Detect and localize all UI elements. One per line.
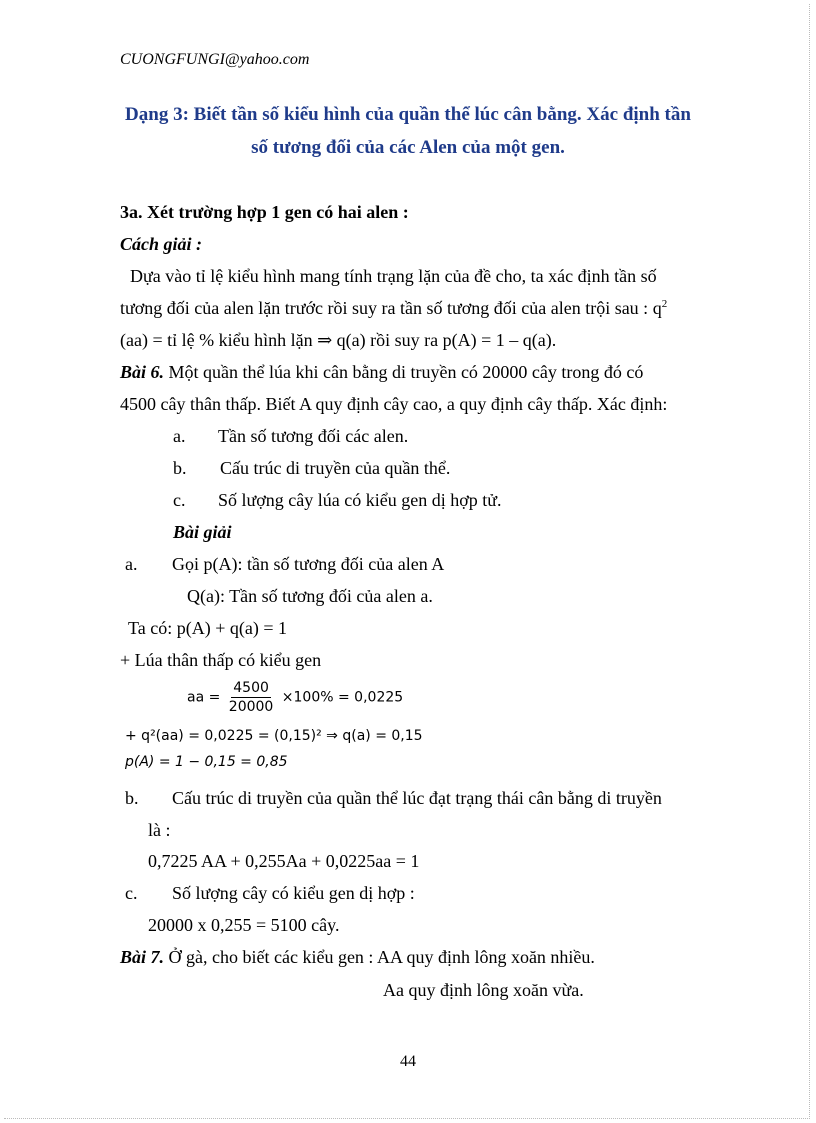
method-line-3: (aa) = tỉ lệ % kiểu hình lặn ⇒ q(a) rồi suy ra p(A) = 1 – q(a). xyxy=(120,330,557,350)
solution-a-line-1: Gọi p(A): tần số tương đối của alen A xyxy=(172,554,445,574)
title-line-1: Dạng 3: Biết tần số kiểu hình của quần thể lúc cân bằng. Xác định tần xyxy=(125,104,691,125)
solution-taco: Ta có: p(A) + q(a) = 1 xyxy=(128,618,287,638)
equation-aa-fraction xyxy=(227,680,276,715)
bai7-line-1 xyxy=(120,947,595,968)
solution-b-equation: 0,7225 AA + 0,255Aa + 0,0225aa = 1 xyxy=(148,851,420,871)
bai6-label: Bài 6. xyxy=(120,362,165,382)
solution-c-line-1: Số lượng cây có kiểu gen dị hợp : xyxy=(172,883,415,903)
method-line-2-text: tương đối của alen lặn trước rồi suy ra tần số tương đối của alen trội sau : q xyxy=(120,298,662,318)
equation-aa-left: aa = xyxy=(187,689,221,706)
solution-c-line-2: 20000 x 0,255 = 5100 cây. xyxy=(148,915,340,935)
equation-aa xyxy=(187,680,403,715)
bai6-item-b-text: Cấu trúc di truyền của quần thể. xyxy=(220,458,451,478)
method-line-2-sup: 2 xyxy=(661,298,668,310)
solution-label: Bài giải xyxy=(173,522,232,542)
solution-a-line-2: Q(a): Tần số tương đối của alen a. xyxy=(187,586,433,606)
bai6-item-c-text: Số lượng cây lúa có kiểu gen dị hợp tử. xyxy=(218,490,502,510)
bai6-item-c-marker: c. xyxy=(173,490,186,510)
solution-plus-lua: + Lúa thân thấp có kiểu gen xyxy=(120,650,322,670)
bai6-item-a-marker: a. xyxy=(173,426,186,446)
bai6-line-2: 4500 cây thân thấp. Biết A quy định cây cao, a quy định cây thấp. Xác định: xyxy=(120,394,668,414)
bai6-item-b-marker: b. xyxy=(173,458,187,478)
bai7-line-1-text: Ở gà, cho biết các kiểu gen : AA quy định lông xoăn nhiều. xyxy=(168,947,595,967)
method-line-1: Dựa vào tỉ lệ kiểu hình mang tính trạng lặn của đề cho, ta xác định tần số xyxy=(130,266,657,286)
equation-q2: + q²(aa) = 0,0225 = (0,15)² ⇒ q(a) = 0,15 xyxy=(125,728,423,744)
method-line-2 xyxy=(120,298,667,319)
solution-b-marker: b. xyxy=(125,788,139,808)
bai6-line-1 xyxy=(120,362,643,383)
solution-b-line-2: là : xyxy=(148,820,171,840)
equation-aa-right: ×100% = 0,0225 xyxy=(281,689,404,706)
solution-c-marker: c. xyxy=(125,883,138,903)
equation-pA: p(A) = 1 − 0,15 = 0,85 xyxy=(125,754,288,770)
title-line-2: số tương đối của các Alen của một gen. xyxy=(251,137,565,158)
equation-aa-denominator: 20000 xyxy=(228,699,274,715)
section-heading: 3a. Xét trường hợp 1 gen có hai alen : xyxy=(120,202,409,222)
equation-aa-numerator: 4500 xyxy=(233,680,269,696)
solution-a-marker: a. xyxy=(125,554,138,574)
header-email: CUONGFUNGI@yahoo.com xyxy=(120,51,310,68)
bai6-item-a-text: Tần số tương đối các alen. xyxy=(218,426,409,446)
solution-b-line-1: Cấu trúc di truyền của quần thể lúc đạt trạng thái cân bằng di truyền xyxy=(172,788,662,808)
bai7-label: Bài 7. xyxy=(120,947,165,967)
bai6-line-1-text: Một quần thể lúa khi cân bằng di truyền có 20000 cây trong đó có xyxy=(168,362,644,382)
bai7-line-2: Aa quy định lông xoăn vừa. xyxy=(383,980,584,1000)
page-number: 44 xyxy=(400,1053,416,1070)
method-label: Cách giải : xyxy=(120,234,203,254)
